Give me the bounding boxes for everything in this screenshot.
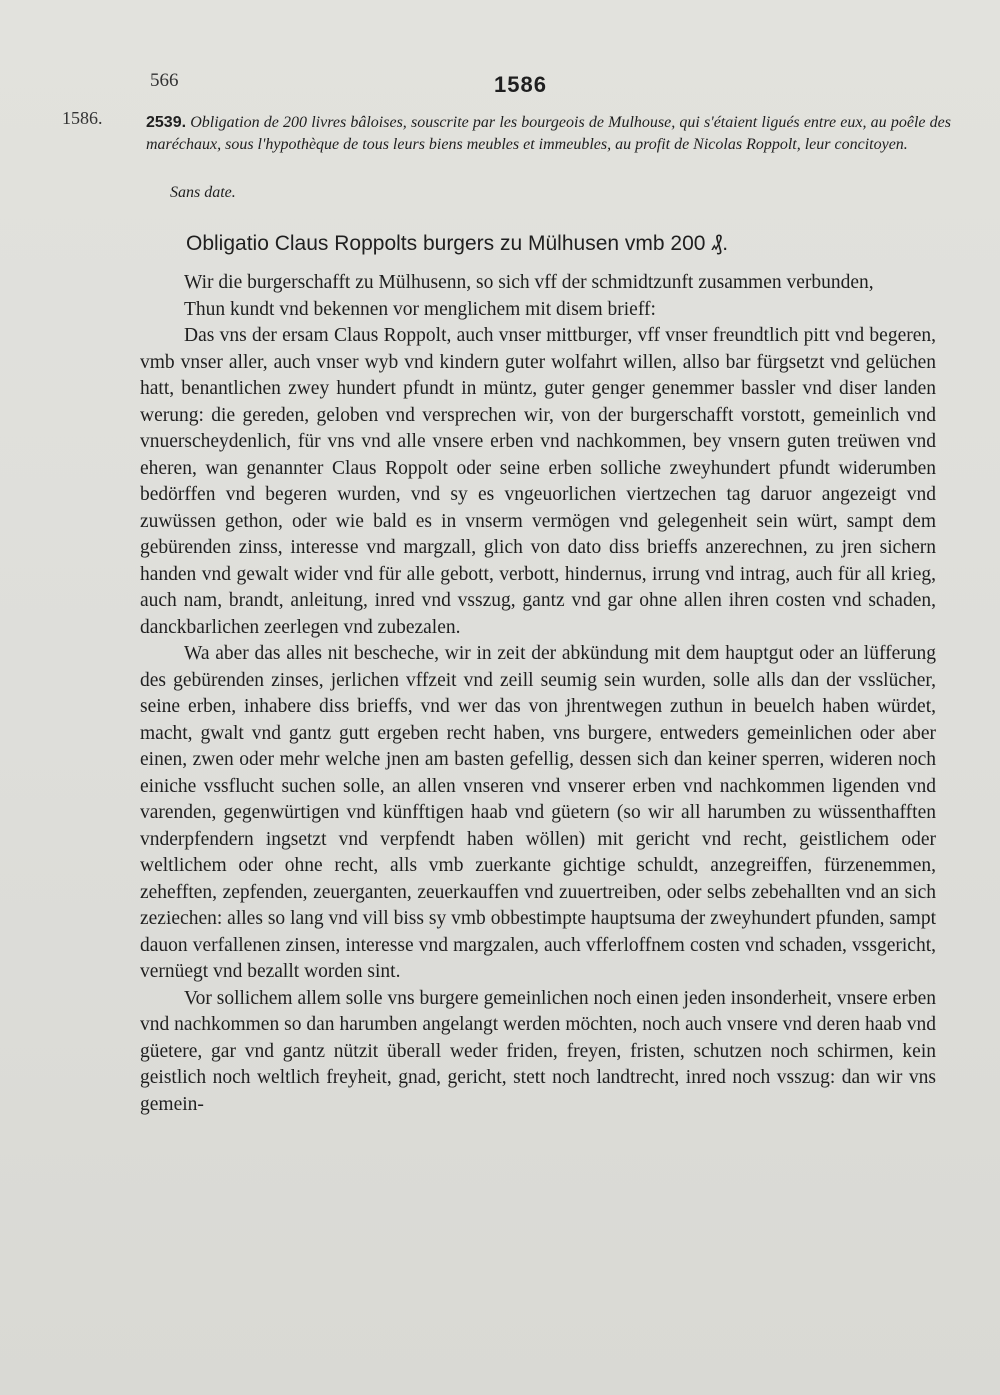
regest-summary xyxy=(146,112,951,155)
margin-year: 1586. xyxy=(62,108,103,128)
paragraph-intro: Wir die burgerschafft zu Mülhusenn, so sich vff der schmidtzunft zusammen verbunden, xyxy=(184,272,874,293)
paragraph-main: Das vns der ersam Claus Roppolt, auch vnser mittburger, vff vnser freundtlich pitt vnd begeren, vmb vnser aller, auch vnser wyb vnd kindern guter wolfahrt willen, allso bar fürgsetzt vnd gelüchen hatt, benantlichen zwey hundert pfundt in müntz, guter genger genemmer bassler vnd diser landen werung: die gereden, geloben vnd versprechen wir, von der burgerschafft vorstott, gemeinlich vnd vnuerscheydenlich, für vns vnd alle vnsere erben vnd nachkommen, bey vnsern guten treüwen vnd eheren, wan genannter Claus Roppolt oder seine erben solliche zweyhundert pfundt widerumben bedörffen vnd begeren wurden, vnd sy es vngeuorlichen viertzechen tag daruor angezeigt vnd zuwüssen gethon, oder wie bald es in vnserm vermögen vnd gelegenheit sein würt, sampt dem gebürenden zinss, interesse vnd margzall, glich von dato diss brieffs anzerechnen, zu jren sichern handen vnd gewalt wider vnd für alle gebott, verbott, hindernus, irrung vnd intrag, auch für all krieg, auch nam, brandt, anleitung, inred vnd vsszug, gantz vnd gar ohne allen ihren costen vnd schaden, danckbarlichen zeerlegen vnd zubezalen. xyxy=(140,325,936,638)
running-head-year: 1586 xyxy=(494,72,547,97)
page-number: 566 xyxy=(150,70,179,91)
paragraph-salutation: Thun kundt vnd bekennen vor menglichem mit disem brieff: xyxy=(184,298,656,320)
paragraph-renunciation: Vor sollichem allem solle vns burgere gemeinlichen noch einen jeden insonderheit, vnsere erben vnd nachkommen so dan harumben angelangt werden möchten, noch auch vnsere vnd deren haab vnd güetere, gar vnd gantz nützit überall weder friden, freyen, fristen, schutzen noch schirmen, kein geistlich noch weltlich freyheit, gnad, gericht, stett noch landtrecht, inred noch vsszug: dan wir vns gemein- xyxy=(140,987,936,1115)
document-body xyxy=(140,270,936,1118)
regest-text: Obligation de 200 livres bâloises, souscrite par les bourgeois de Mulhouse, qui s'étaient ligués entre eux, au poêle des maréchaux, sous l'hypothèque de tous leurs biens meubles et immeubles, au profit de Nicolas Roppolt, leur concitoyen. xyxy=(146,114,952,153)
document-title: Obligatio Claus Roppolts burgers zu Mülhusen vmb 200 ₰. xyxy=(186,232,729,255)
document-number: 2539. xyxy=(146,114,187,131)
paragraph-default-clause: Wa aber das alles nit bescheche, wir in zeit der abkündung mit dem hauptgut oder an lüfferung des gebürenden zinses, jerlichen vffzeit vnd zeill seumig sein wurden, solle alls dan der vsslücher, seine erben, inhabere diss brieffs, vnd wer das von jhrentwegen zuthun in beuelch haben würdet, macht, gwalt vnd gantz gutt ergeben recht haben, vns burgere, entweders gemeinlichen oder aber einen, zwen oder mehr welche jnen am basten gefellig, dessen sich dan keiner sperren, wideren noch einiche vssflucht suchen solle, an allen vnseren vnd vnserer erben vnd nachkommen ligenden vnd varenden, gegenwürtigen vnd künfftigen haab vnd güetern (so wir all harumben zu wüssenthafften vnderpfendern ingsetzt vnd verpfendt haben wöllen) mit gericht vnd recht, geistlichem oder weltlichem oder ohne recht, alls vmb zuerkante gichtige schuldt, anzegreiffen, fürzenemmen, zehefften, zepfenden, zeuerganten, zeuerkauffen vnd zuuertreiben, oder selbs zebehallten vnd an sich zeziechen: alles so lang vnd vill biss sy vmb obbestimpte hauptsuma der zweyhundert pfunden, sampt dauon verfallenen zinsen, interesse vnd margzalen, auch vfferloffnem costen vnd schaden, vssgericht, vernüegt vnd bezallt worden sint. xyxy=(140,643,936,982)
regest-date: Sans date. xyxy=(170,184,236,201)
